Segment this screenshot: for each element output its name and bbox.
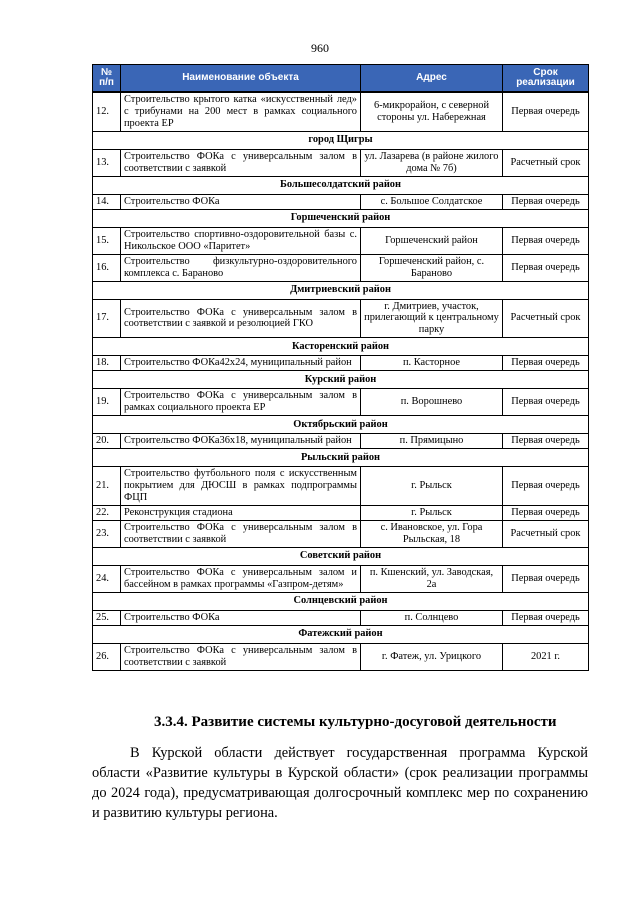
district-label: Большесолдатский район <box>93 176 589 194</box>
district-row <box>93 449 589 467</box>
object-term: Первая очередь <box>503 389 589 416</box>
row-number: 18. <box>93 356 121 371</box>
row-number: 12. <box>93 92 121 131</box>
table-row <box>93 467 589 506</box>
header-term: Срок реализации <box>503 65 589 93</box>
objects-table <box>92 64 589 671</box>
object-term: Первая очередь <box>503 356 589 371</box>
row-number: 26. <box>93 643 121 670</box>
district-row <box>93 547 589 565</box>
district-row <box>93 592 589 610</box>
object-address: г. Рыльск <box>361 506 503 521</box>
object-address: Горшеченский район, с. Бараново <box>361 254 503 281</box>
district-label: Дмитриевский район <box>93 281 589 299</box>
table-row <box>93 92 589 131</box>
object-name: Реконструкция стадиона <box>121 506 361 521</box>
row-number: 17. <box>93 299 121 338</box>
district-label: Октябрьский район <box>93 416 589 434</box>
section-heading: 3.3.4. Развитие системы культурно-досуговой деятельности <box>154 714 557 730</box>
row-number: 14. <box>93 194 121 209</box>
district-row <box>93 371 589 389</box>
table-row <box>93 227 589 254</box>
header-name: Наименование объекта <box>121 65 361 93</box>
object-name: Строительство ФОКа <box>121 610 361 625</box>
table-row <box>93 506 589 521</box>
object-term: Расчетный срок <box>503 149 589 176</box>
district-row <box>93 131 589 149</box>
object-name: Строительство ФОКа с универсальным залом в соответствии с заявкой <box>121 149 361 176</box>
district-row <box>93 416 589 434</box>
table-body <box>93 92 589 670</box>
object-term: Первая очередь <box>503 254 589 281</box>
row-number: 16. <box>93 254 121 281</box>
object-address: п. Касторное <box>361 356 503 371</box>
object-term: 2021 г. <box>503 643 589 670</box>
district-label: Горшеченский район <box>93 209 589 227</box>
object-name: Строительство физкультурно-оздоровительного комплекса с. Бараново <box>121 254 361 281</box>
object-term: Первая очередь <box>503 434 589 449</box>
object-name: Строительство ФОКа с универсальным залом и бассейном в рамках программы «Газпром-детям» <box>121 565 361 592</box>
table-row <box>93 643 589 670</box>
object-term: Первая очередь <box>503 610 589 625</box>
table-row <box>93 434 589 449</box>
district-label: Советский район <box>93 547 589 565</box>
table-row <box>93 610 589 625</box>
object-address: Горшеченский район <box>361 227 503 254</box>
object-name: Строительство футбольного поля с искусственным покрытием для ДЮСШ в рамках подпрограммы ФЦП <box>121 467 361 506</box>
row-number: 21. <box>93 467 121 506</box>
object-address: ул. Лазарева (в районе жилого дома № 7б) <box>361 149 503 176</box>
object-name: Строительство ФОКа42х24, муниципальный район <box>121 356 361 371</box>
table-row <box>93 521 589 548</box>
district-row <box>93 281 589 299</box>
row-number: 15. <box>93 227 121 254</box>
row-number: 13. <box>93 149 121 176</box>
district-row <box>93 338 589 356</box>
district-label: Фатежский район <box>93 625 589 643</box>
object-term: Расчетный срок <box>503 299 589 338</box>
district-label: Курский район <box>93 371 589 389</box>
table-header-row <box>93 65 589 93</box>
object-name: Строительство ФОКа с универсальным залом в соответствии с заявкой <box>121 521 361 548</box>
object-name: Строительство спортивно-оздоровительной базы с. Никольское ООО «Паритет» <box>121 227 361 254</box>
row-number: 22. <box>93 506 121 521</box>
object-address: г. Рыльск <box>361 467 503 506</box>
object-address: 6-микрорайон, с северной стороны ул. Набережная <box>361 92 503 131</box>
object-address: п. Кшенский, ул. Заводская, 2а <box>361 565 503 592</box>
table-row <box>93 356 589 371</box>
object-address: с. Большое Солдатское <box>361 194 503 209</box>
object-term: Первая очередь <box>503 565 589 592</box>
object-address: г. Дмитриев, участок, прилегающий к центральному парку <box>361 299 503 338</box>
object-address: п. Солнцево <box>361 610 503 625</box>
object-name: Строительство ФОКа с универсальным залом в соответствии с заявкой <box>121 643 361 670</box>
object-name: Строительство ФОКа с универсальным залом в соответствии с заявкой и резолюцией ГКО <box>121 299 361 338</box>
district-label: Солнцевский район <box>93 592 589 610</box>
district-label: Рыльский район <box>93 449 589 467</box>
object-term: Первая очередь <box>503 227 589 254</box>
object-term: Первая очередь <box>503 467 589 506</box>
table-row <box>93 149 589 176</box>
row-number: 20. <box>93 434 121 449</box>
row-number: 19. <box>93 389 121 416</box>
header-address: Адрес <box>361 65 503 93</box>
header-num: № п/п <box>93 65 121 93</box>
row-number: 23. <box>93 521 121 548</box>
table-row <box>93 565 589 592</box>
object-name: Строительство ФОКа с универсальным залом в рамках социального проекта ЕР <box>121 389 361 416</box>
object-term: Расчетный срок <box>503 521 589 548</box>
table-row <box>93 299 589 338</box>
table-row <box>93 389 589 416</box>
page-number: 960 <box>311 41 329 55</box>
district-label: город Щигры <box>93 131 589 149</box>
object-address: п. Прямицыно <box>361 434 503 449</box>
section-paragraph: В Курской области действует государственная программа Курской области «Развитие культуры в Курской области» (срок реализации программы до 2024 года), предусматривающая долгосрочный комплекс мер по сохранению и развитию культуры региона. <box>92 745 588 821</box>
object-name: Строительство ФОКа <box>121 194 361 209</box>
row-number: 24. <box>93 565 121 592</box>
table-row <box>93 194 589 209</box>
district-row <box>93 625 589 643</box>
district-row <box>93 209 589 227</box>
row-number: 25. <box>93 610 121 625</box>
object-name: Строительство ФОКа36х18, муниципальный район <box>121 434 361 449</box>
table-row <box>93 254 589 281</box>
object-address: с. Ивановское, ул. Гора Рыльская, 18 <box>361 521 503 548</box>
object-term: Первая очередь <box>503 506 589 521</box>
object-term: Первая очередь <box>503 194 589 209</box>
district-row <box>93 176 589 194</box>
object-term: Первая очередь <box>503 92 589 131</box>
district-label: Касторенский район <box>93 338 589 356</box>
object-address: п. Ворошнево <box>361 389 503 416</box>
object-address: г. Фатеж, ул. Урицкого <box>361 643 503 670</box>
object-name: Строительство крытого катка «искусственный лед» с трибунами на 200 мест в рамках социального проекта ЕР <box>121 92 361 131</box>
